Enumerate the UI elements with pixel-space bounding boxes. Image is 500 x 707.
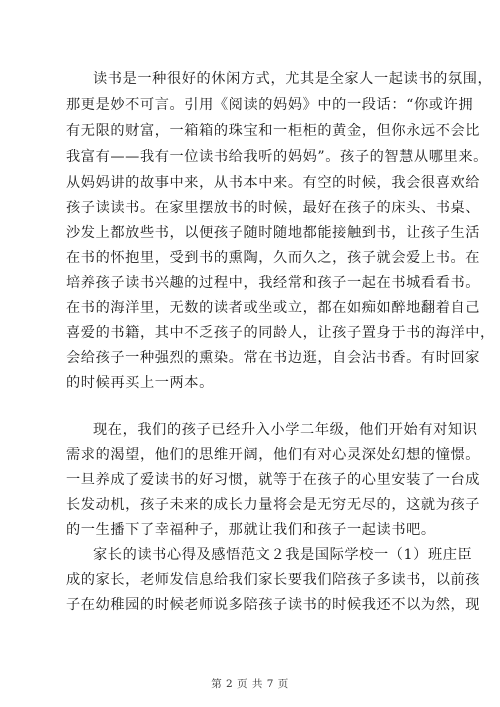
- paragraph-1-line-12: 会给孩子一种强烈的熏染。常在书边逛，自会沾书香。有时回家: [66, 350, 481, 366]
- paragraph-1-line-9: 培养孩子读书兴趣的过程中，我经常和孩子一起在书城看看书。: [66, 275, 481, 291]
- paragraph-1-line-7: 沙发上都放些书，以便孩子随时随地都能接触到书，让孩子生活: [66, 225, 481, 241]
- paragraph-1-line-13: 的时候再买上一两本。: [66, 375, 214, 391]
- paragraph-1-line-8: 在书的怀抱里，受到书的熏陶，久而久之，孩子就会爱上书。在: [66, 250, 481, 266]
- paragraph-1-line-2: 那更是妙不可言。引用《阅读的妈妈》中的一段话：“你或许拥: [66, 97, 474, 113]
- paragraph-2-line-1: 现在，我们的孩子已经升入小学二年级，他们开始有对知识: [93, 422, 478, 438]
- paragraph-2-line-5: 的一生播下了幸福种子，那就让我们和孩子一起读书吧。: [66, 522, 436, 538]
- paragraph-1-line-10: 在书的海洋里，无数的读者或坐或立，都在如痴如醉地翻着自己: [66, 300, 481, 316]
- paragraph-2-line-4: 长发动机，孩子未来的成长力量将会是无穷无尽的，这就为孩子: [66, 497, 481, 513]
- paragraph-1-line-3: 有无限的财富，一箱箱的珠宝和一柜柜的黄金，但你永远不会比: [66, 123, 481, 139]
- paragraph-3-line-1: 家长的读书心得及感悟范文２我是国际学校一（1）班庄臣: [93, 547, 473, 563]
- paragraph-1-line-6: 孩子读读书。在家里摆放书的时候，最好在孩子的床头、书桌、: [66, 200, 481, 216]
- paragraph-1-line-1: 读书是一种很好的休闲方式，尤其是全家人一起读书的氛围，: [93, 71, 493, 87]
- paragraph-1-line-5: 从妈妈讲的故事中来，从书本中来。有空的时候，我会很喜欢给: [66, 175, 481, 191]
- paragraph-2-line-3: 一旦养成了爱读书的好习惯，就等于在孩子的心里安装了一台成: [66, 472, 481, 488]
- paragraph-1-line-4: 我富有——我有一位读书给我听的妈妈”。孩子的智慧从哪里来。: [66, 149, 488, 165]
- paragraph-3-line-3: 子在幼稚园的时候老师说多陪孩子读书的时候我还不以为然，现: [66, 597, 481, 613]
- page-footer: 第 2 页 共 7 页: [211, 678, 289, 690]
- paragraph-3-line-2: 成的家长，老师发信息给我们家长要我们陪孩子多读书，以前孩: [66, 572, 481, 588]
- paragraph-1-line-11: 喜爱的书籍，其中不乏孩子的同龄人，让孩子置身于书的海洋中，: [66, 325, 495, 341]
- paragraph-2-line-2: 需求的渴望，他们的思维开阔，他们有对心灵深处幻想的憧憬。: [66, 447, 481, 463]
